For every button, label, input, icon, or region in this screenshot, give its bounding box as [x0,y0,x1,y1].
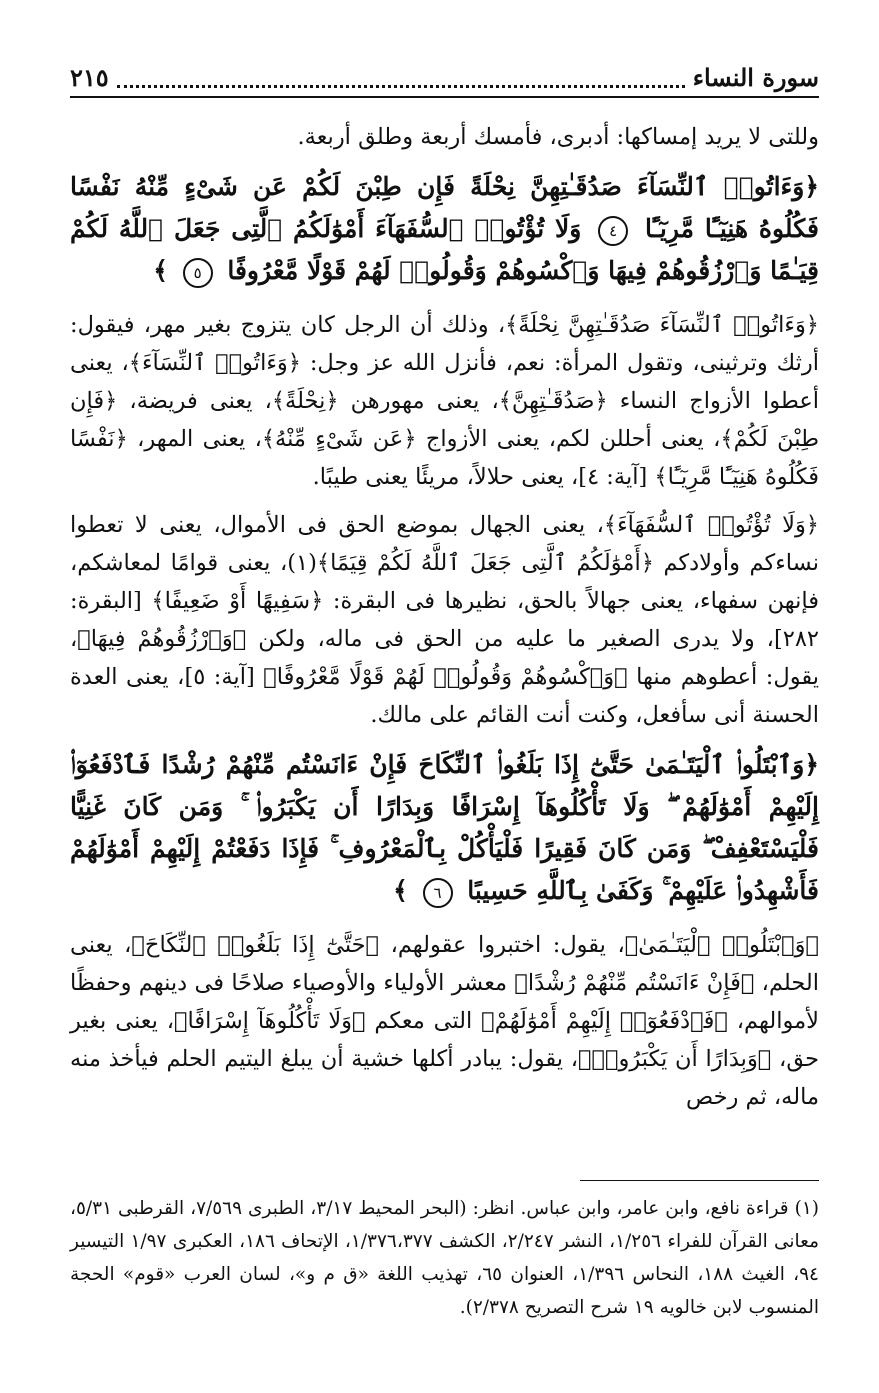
verse-number-marker: ٥ [183,258,213,288]
header-dot-leader [117,85,685,88]
body-paragraph: وللتى لا يريد إمساكها: أدبرى، فأمسك أربعة وطلق أربعة. [297,124,819,150]
quran-verse-block [70,166,819,292]
verse-text: ﴿وَٱبْتَلُوا۟ ٱلْيَتَـٰمَىٰ حَتَّىٰٓ إِذَا بَلَغُوا۟ ٱلنِّكَاحَ فَإِنْ ءَانَسْتُم مِّنْهُمْ رُشْدًا فَٱدْفَعُوٓا۟ إِلَيْهِمْ أَمْوَٰلَهُمْ ۖ وَلَا تَأْكُلُوهَآ إِسْرَافًا وَبِدَارًا أَن يَكْبَرُوا۟ ۚ وَمَن كَانَ غَنِيًّا فَلْيَسْتَعْفِفْ ۖ وَمَن كَانَ فَقِيرًا فَلْيَأْكُلْ بِٱلْمَعْرُوفِ ۚ فَإِذَا دَفَعْتُمْ إِلَيْهِمْ أَمْوَٰلَهُمْ فَأَشْهِدُوا۟ عَلَيْهِمْ ۚ وَكَفَىٰ بِٱللَّهِ حَسِيبًا [70,750,819,905]
footnotes [70,1192,819,1373]
footnote-separator [580,1180,819,1181]
verse-text: وَلَا تُؤْتُوا۟ ٱلسُّفَهَآءَ أَمْوَٰلَكُمُ ٱلَّتِى جَعَلَ ٱللَّهُ لَكُمْ قِيَـٰمًا وَٱرْزُقُوهُمْ فِيهَا وَٱكْسُوهُمْ وَقُولُوا۟ لَهُمْ قَوْلًا مَّعْرُوفًا [70,214,819,285]
body-paragraph: ﴿وَٱبْتَلُوا۟ ٱلْيَتَـٰمَىٰ﴾، يقول: اختبروا عقولهم، ﴿حَتَّىٰٓ إِذَا بَلَغُوا۟ ٱلنِّكَاحَ﴾، يعنى الحلم، ﴿فَإِنْ ءَانَسْتُم مِّنْهُمْ رُشْدًا﴾ معشر الأولياء والأوصياء صلاحًا فى دينهم وحفظًا لأموالهم، ﴿فَٱدْفَعُوٓا۟ إِلَيْهِمْ أَمْوَٰلَهُمْ﴾ التى معكم ﴿وَلَا تَأْكُلُوهَآ إِسْرَافًا﴾، يعنى بغير حق، ﴿وَبِدَارًا أَن يَكْبَرُوا۟﴾، يقول: يبادر أكلها خشية أن يبلغ اليتيم الحلم فيأخذ منه ماله، ثم رخص [70,932,819,1110]
page-number: ٢١٥ [70,63,109,92]
verse-number-marker: ٦ [423,878,453,908]
body-paragraph: ﴿وَءَاتُوا۟ ٱلنِّسَآءَ صَدُقَـٰتِهِنَّ نِحْلَةً﴾، وذلك أن الرجل كان يتزوج بغير مهر، فيقول: أرثك وترثينى، وتقول المرأة: نعم، فأنزل الله عز وجل: ﴿وَءَاتُوا۟ ٱلنِّسَآءَ﴾، يعنى أعطوا الأزواج النساء ﴿صَدُقَـٰتِهِنَّ﴾، يعنى مهورهن ﴿نِحْلَةً﴾، يعنى فريضة، ﴿فَإِن طِبْنَ لَكُمْ﴾، يعنى أحللن لكم، يعنى الأزواج ﴿عَن شَىْءٍ مِّنْهُ﴾، يعنى المهر، ﴿نَفْسًا فَكُلُوهُ هَنِيٓـًٔا مَّرِيٓـًٔا﴾ [آية: ٤]، يعنى حلالاً، مريئًا يعنى طيبًا. [70,312,819,490]
surah-title: سورة النساء [692,63,819,92]
footnote-text: (١) قراءة نافع، وابن عامر، وابن عباس. انظر: (البحر المحيط ٣/١٧، الطبرى ٧/٥٦٩، القرطبى ٥/٣١، معانى القرآن للفراء ١/٢٥٦، النشر ٢/٢٤٧، الكشف ١/٣٧٦،٣٧٧، الإتحاف ١٨٦، العكبرى ١/٩٧ التيسير ٩٤، الغيث ١٨٨، النحاس ١/٣٩٦، العنوان ٦٥، تهذيب اللغة «ق م و»، لسان العرب «قوم» الحجة المنسوب لابن خالويه ١٩ شرح التصريح ٢/٣٧٨). [70,1198,820,1318]
verse-text: ﴿وَءَاتُوا۟ ٱلنِّسَآءَ صَدُقَـٰتِهِنَّ نِحْلَةً فَإِن طِبْنَ لَكُمْ عَن شَىْءٍ مِّنْهُ نَفْسًا فَكُلُوهُ هَنِيٓـًٔا مَّرِيٓـًٔا [70,172,819,243]
page-header [70,60,819,98]
verse-close-bracket: ﴾ [393,876,408,905]
body-paragraph: ﴿وَلَا تُؤْتُوا۟ ٱلسُّفَهَآءَ﴾، يعنى الجهال بموضع الحق فى الأموال، يعنى لا تعطوا نساءكم وأولادكم ﴿أَمْوَٰلَكُمُ ٱلَّتِى جَعَلَ ٱللَّهُ لَكُمْ قِيَمًا﴾(١)، يعنى قوامًا لمعاشكم، فإنهن سفهاء، يعنى جهالاً بالحق، نظيرها فى البقرة: ﴿سَفِيهًا أَوْ ضَعِيفًا﴾ [البقرة: ٢٨٢]، ولا يدرى الصغير ما عليه من الحق فى ماله، ولكن ﴿وَٱرْزُقُوهُمْ فِيهَا﴾، يقول: أعطوهم منها ﴿وَٱكْسُوهُمْ وَقُولُوا۟ لَهُمْ قَوْلًا مَّعْرُوفًا﴾ [آية: ٥]، يعنى العدة الحسنة أنى سأفعل، وكنت أنت القائم على مالك. [70,512,819,728]
verse-close-bracket: ﴾ [153,256,168,285]
quran-verse-block [70,744,819,912]
verse-number-marker: ٤ [598,216,628,246]
page-body [70,118,819,1143]
